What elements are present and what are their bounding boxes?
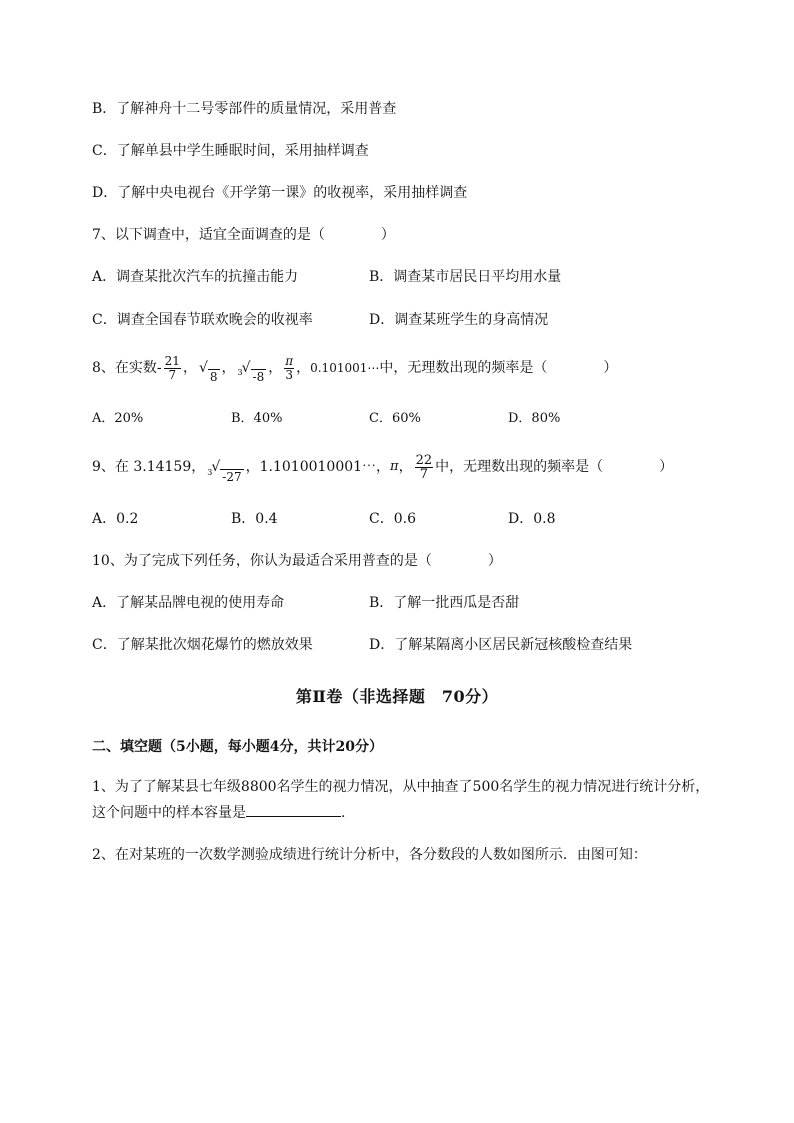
q8-option-d: D．80% <box>508 411 561 426</box>
q8-decimal: 0.101001⋯ <box>310 361 380 375</box>
q8-frac-numerator: 21 <box>164 353 180 368</box>
cbrt-symbol-icon: √ <box>211 459 221 475</box>
q9-frac-denominator: 7 <box>419 466 428 482</box>
q9-sep: ， <box>398 459 413 475</box>
q8-option-b: B．40% <box>231 411 283 426</box>
q7-option-c: C．调查全国春节联欢晚会的收视率 <box>92 312 313 328</box>
q6-option-d: D．了解中央电视台《开学第一课》的收视率，采用抽样调查 <box>92 185 468 201</box>
fill2-line1: 2、在对某班的一次数学测验成绩进行统计分析中，各分数段的人数如图所示．由图可知： <box>92 847 647 863</box>
q8-frac-denominator: 7 <box>168 367 177 382</box>
q7-option-d: D．调查某班学生的身高情况 <box>369 312 549 328</box>
fill1-line1: 1、为了了解某县七年级8800名学生的视力情况，从中抽查了500名学生的视力情况进行统计分析， <box>92 779 710 795</box>
fill1-answer-blank <box>246 804 341 817</box>
q8-option-c: C．60% <box>369 411 421 426</box>
q9-option-a: A．0.2 <box>92 511 139 527</box>
q10-option-d: D．了解某隔离小区居民新冠核酸检查结果 <box>369 637 633 653</box>
q8-stem <box>92 352 617 384</box>
q9-frac-numerator: 22 <box>415 452 433 468</box>
q10-option-a: A．了解某品牌电视的使用寿命 <box>92 595 285 611</box>
q7-close-paren: ） <box>380 227 395 243</box>
q9-cbrt-neg27 <box>207 450 243 484</box>
q8-sep-2: ， <box>221 360 236 376</box>
q10-option-c: C．了解某批次烟花爆竹的燃放效果 <box>92 637 313 653</box>
q7-stem <box>92 226 395 244</box>
section-ii-title: 第Ⅱ卷（非选择题 70分） <box>295 687 499 706</box>
q8-option-a: A．20% <box>92 411 144 426</box>
q8-pi-denominator: 3 <box>285 367 293 382</box>
q10-close-paren: ） <box>487 553 502 569</box>
q7-stem-text: 7、以下调查中，适宜全面调查的是（ <box>92 227 325 243</box>
q8-sep-3: ， <box>268 360 283 376</box>
q8-sep-1: ， <box>182 360 197 376</box>
q7-option-a: A．调查某批次汽车的抗撞击能力 <box>92 269 299 285</box>
fill1-line2-text: 这个问题中的样本容量是 <box>92 805 246 821</box>
q8-close-paren: ） <box>603 360 618 376</box>
q9-cbrt-index: 3 <box>207 468 213 477</box>
q9-cbrt-body: -27 <box>222 470 242 484</box>
q9-mid: ，1.1010010001⋯， <box>245 459 391 475</box>
q10-stem <box>92 552 502 570</box>
cbrt-symbol-icon: √ <box>241 360 251 376</box>
q9-option-b: B．0.4 <box>231 511 278 527</box>
q8-cbrt-neg8 <box>238 352 267 384</box>
q9-stem <box>92 450 673 484</box>
q9-close-paren: ） <box>659 459 674 475</box>
q8-fraction-21-7 <box>164 355 181 382</box>
q9-option-d: D．0.8 <box>508 511 556 527</box>
q8-cbrt-index: 3 <box>237 368 243 377</box>
fill-in-section-heading: 二、填空题（5小题，每小题4分，共计20分） <box>92 739 383 755</box>
q8-suffix: 中，无理数出现的频率是（ <box>379 360 548 376</box>
q9-pi: π <box>390 459 399 474</box>
q6-option-b: B．了解神舟十二号零部件的质量情况，采用普查 <box>92 101 397 117</box>
q9-fraction-22-7 <box>415 454 434 481</box>
q9-prefix: 9、在 3.14159， <box>92 459 206 475</box>
q8-sep-4: ， <box>296 360 311 376</box>
q8-fraction-pi-3 <box>284 355 294 382</box>
sqrt-symbol-icon: √ <box>198 360 208 376</box>
fill1-line2 <box>92 804 345 822</box>
q7-option-b: B．调查某市居民日平均用水量 <box>369 269 562 285</box>
q10-option-b: B．了解一批西瓜是否甜 <box>369 595 520 611</box>
q9-option-c: C．0.6 <box>369 511 416 527</box>
q8-pi-numerator: π <box>285 353 294 368</box>
q10-stem-text: 10、为了完成下列任务，你认为最适合采用普查的是（ <box>92 553 432 569</box>
fill1-period: . <box>341 805 346 821</box>
q8-cbrt-body: -8 <box>252 370 265 384</box>
q8-prefix: 8、在实数 <box>92 360 157 376</box>
q9-suffix: 中，无理数出现的频率是（ <box>435 459 604 475</box>
q8-sqrt-8 <box>199 352 220 384</box>
q8-sqrt-body: 8 <box>209 370 218 384</box>
q8-minus: - <box>156 360 162 376</box>
q6-option-c: C．了解单县中学生睡眠时间，采用抽样调查 <box>92 143 369 159</box>
